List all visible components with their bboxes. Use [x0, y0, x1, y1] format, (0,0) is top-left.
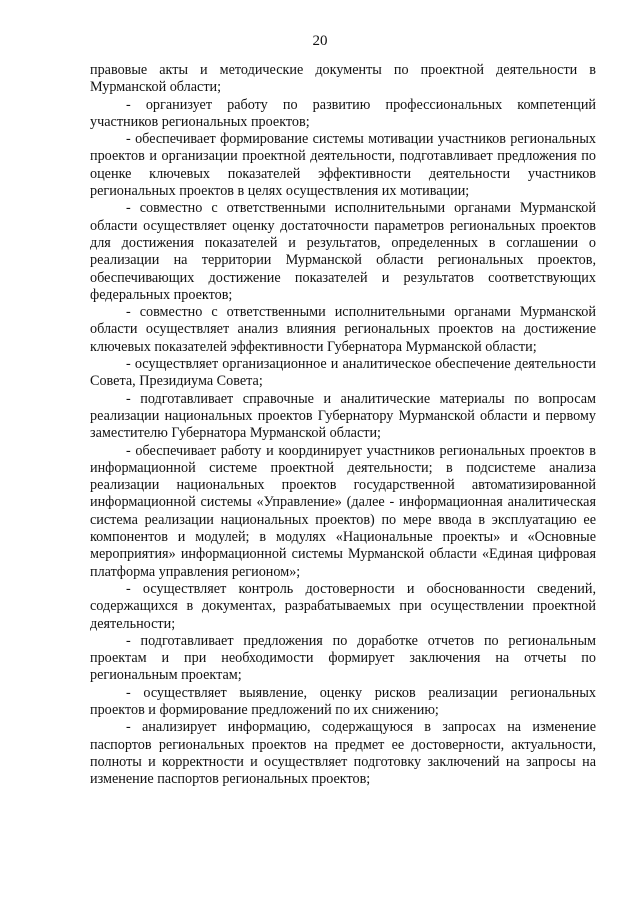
page-number: 20	[312, 33, 328, 49]
paragraph: правовые акты и методические документы по проектной деятельности в Мурманской области;	[90, 62, 596, 96]
paragraph: - анализирует информацию, содержащуюся в запросах на изменение паспортов региональных проектов на предмет ее достоверности, актуальности, полноты и корректности и осуществляет подготовку заключений на запросы на изменение паспортов региональных проектов;	[90, 719, 596, 788]
paragraph: - совместно с ответственными исполнительными органами Мурманской области осуществляет анализ влияния региональных проектов на достижение ключевых показателей эффективности Губернатора Мурманской области;	[90, 304, 596, 355]
paragraph: - обеспечивает формирование системы мотивации участников региональных проектов и организации проектной деятельности, подготавливает предложения по оценке ключевых показателей эффективности деятельности участников региональных проектов в целях осуществления их мотивации;	[90, 131, 596, 200]
paragraph: - осуществляет организационное и аналитическое обеспечение деятельности Совета, Президиума Совета;	[90, 356, 596, 390]
paragraph: - осуществляет контроль достоверности и обоснованности сведений, содержащихся в документах, разрабатываемых при осуществлении проектной деятельности;	[90, 580, 596, 632]
paragraph: - подготавливает предложения по доработке отчетов по региональным проектам и при необходимости формирует заключения на отчеты по региональным проектам;	[90, 632, 596, 684]
paragraph: - организует работу по развитию профессиональных компетенций участников региональных проектов;	[90, 96, 596, 130]
paragraph: - совместно с ответственными исполнительными органами Мурманской области осуществляет оценку достаточности параметров региональных проектов для достижения показателей и результатов, определенных в соглашении о реализации на территории Мурманской области региональных проектов, обеспечивающих достижение показателей и результатов соответствующих федеральных проектов;	[90, 200, 596, 303]
paragraph: - обеспечивает работу и координирует участников региональных проектов в информационной системе проектной деятельности; в подсистеме анализа реализации национальных проектов государственной автоматизированной информационной системы «Управление» (далее - информационная аналитическая система реализации национальных проектов) по мере ввода в эксплуатацию ее компонентов и модулей; в модулях «Национальные проекты» и «Основные мероприятия» информационной системы Мурманской области «Единая цифровая платформа управления регионом»;	[90, 442, 596, 580]
paragraph: - подготавливает справочные и аналитические материалы по вопросам реализации национальных проектов Губернатору Мурманской области и первому заместителю Губернатора Мурманской области;	[90, 390, 596, 442]
paragraph: - осуществляет выявление, оценку рисков реализации региональных проектов и формирование предложений по их снижению;	[90, 684, 596, 718]
document-body	[90, 62, 596, 788]
